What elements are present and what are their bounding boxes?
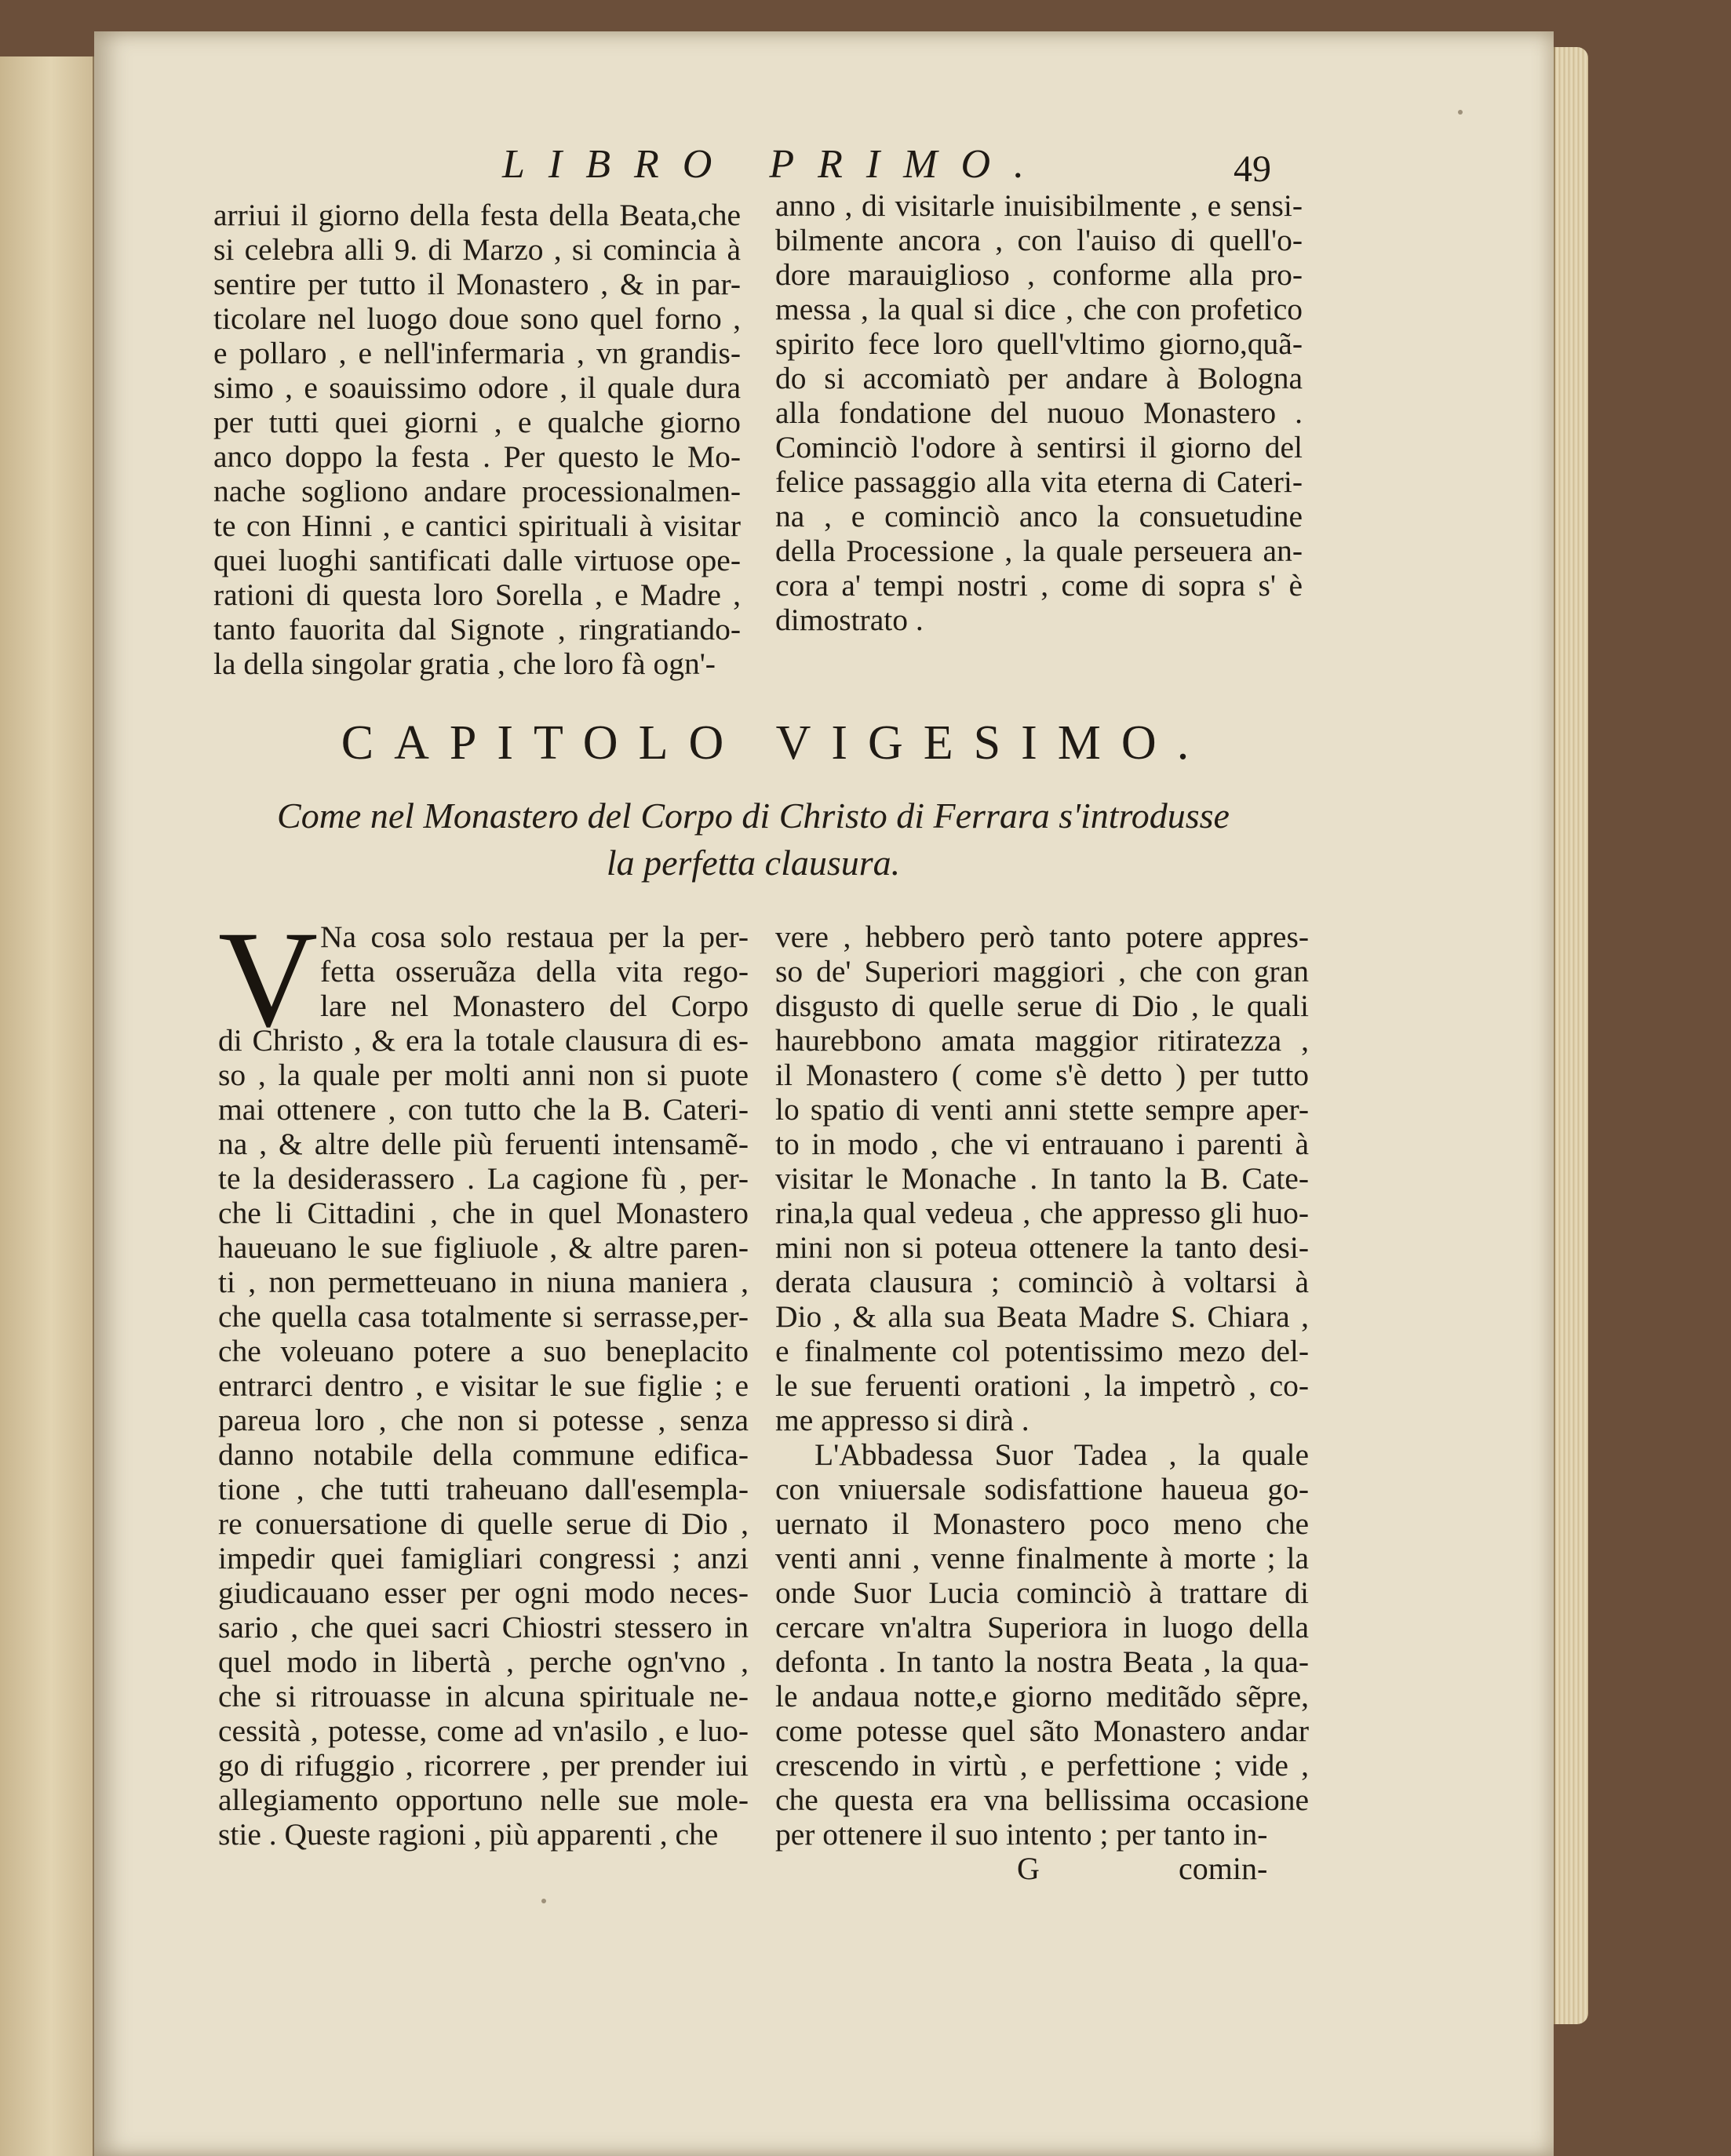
- text-line: visitar le Monache . In tanto la B. Cate-: [775, 1161, 1309, 1196]
- text-line: rina,la qual vedeua , che appresso gli huo-: [775, 1196, 1309, 1230]
- running-head: LIBRO PRIMO.: [502, 142, 1048, 187]
- text-line: na , & altre delle più feruenti intensamẽ-: [218, 1127, 749, 1161]
- text-line: tanto fauorita dal Signote , ringratiando-: [213, 612, 741, 646]
- text-line: so de' Superiori maggiori , che con gran: [775, 954, 1309, 989]
- text-line: il Monastero ( come s'è detto ) per tutto: [775, 1058, 1309, 1092]
- text-line: quei luoghi santificati dalle virtuose ope-: [213, 543, 741, 577]
- text-line: e finalmente col potentissimo mezo del-: [775, 1334, 1309, 1368]
- text-line: uernato il Monastero poco meno che: [775, 1506, 1309, 1541]
- text-line: che questa era vna bellissima occasione: [775, 1783, 1309, 1817]
- text-line: defonta . In tanto la nostra Beata , la qua-: [775, 1644, 1309, 1679]
- text-line: per tutti quei giorni , e qualche giorno: [213, 405, 741, 439]
- paper-speck: [541, 1899, 546, 1903]
- left-page-edge: [0, 56, 95, 2156]
- text-line: cercare vn'altra Superiora in luogo della: [775, 1610, 1309, 1644]
- text-line: e pollaro , e nell'infermaria , vn grandis-: [213, 336, 741, 370]
- drop-cap: V: [218, 903, 319, 1056]
- text-line: te la desiderassero . La cagione fù , per-: [218, 1161, 749, 1196]
- text-line: crescendo in virtù , e perfettione ; vide ,: [775, 1748, 1309, 1783]
- text-line: na , e cominciò anco la consuetudine: [775, 499, 1303, 534]
- text-line: danno notabile della commune edifica-: [218, 1437, 749, 1472]
- text-line: venti anni , venne finalmente à morte ; la: [775, 1541, 1309, 1575]
- text-line: go di rifuggio , ricorrere , per prender iui: [218, 1748, 749, 1783]
- text-line: di Christo , & era la totale clausura di es-: [218, 1023, 749, 1058]
- text-line: si celebra alli 9. di Marzo , si comincia à: [213, 232, 741, 267]
- text-line: nache sogliono andare processionalmen-: [213, 474, 741, 508]
- text-line: lo spatio di venti anni stette sempre aper-: [775, 1092, 1309, 1127]
- subtitle-line-2: la perfetta clausura.: [606, 843, 901, 883]
- paper-speck: [1458, 110, 1463, 115]
- text-line: sentire per tutto il Monastero , & in par-: [213, 267, 741, 301]
- top-right-column: [775, 188, 1303, 637]
- text-line: che quella casa totalmente si serrasse,per-: [218, 1299, 749, 1334]
- subtitle-line-1: Come nel Monastero del Corpo di Christo di Ferrara s'introdusse: [277, 796, 1230, 836]
- text-line: sario , che quei sacri Chiostri stessero in: [218, 1610, 749, 1644]
- text-line: L'Abbadessa Suor Tadea , la quale: [814, 1437, 1309, 1472]
- text-line: so , la quale per molti anni non si puote: [218, 1058, 749, 1092]
- text-line: stie . Queste ragioni , più apparenti , che: [218, 1817, 719, 1852]
- text-line: pareua loro , che non si potesse , senza: [218, 1403, 749, 1437]
- text-line: che li Cittadini , che in quel Monastero: [218, 1196, 749, 1230]
- text-line: bilmente ancora , con l'auiso di quell'o-: [775, 223, 1303, 257]
- text-line: che voleuano potere a suo beneplacito: [218, 1334, 749, 1368]
- text-line: la della singolar gratia , che loro fà ogn'-: [213, 646, 716, 681]
- text-line: re conuersatione di quelle serue di Dio ,: [218, 1506, 749, 1541]
- text-line: Na cosa solo restaua per la per-: [320, 920, 749, 954]
- text-line: haurebbono amata maggior ritiratezza ,: [775, 1023, 1309, 1058]
- text-line: derata clausura ; cominciò à voltarsi à: [775, 1265, 1309, 1299]
- text-line: le sue feruenti orationi , la impetrò , co-: [775, 1368, 1309, 1403]
- text-line: vere , hebbero però tanto potere appres-: [775, 920, 1309, 954]
- text-line: fetta osseruãza della vita rego-: [320, 954, 749, 989]
- catchword: comin-: [1179, 1851, 1268, 1886]
- text-line: spirito fece loro quell'vltimo giorno,quã-: [775, 326, 1303, 361]
- text-line: anco doppo la festa . Per questo le Mo-: [213, 439, 741, 474]
- text-line: alla fondatione del nuouo Monastero .: [775, 395, 1303, 430]
- text-line: della Processione , la quale perseuera an-: [775, 534, 1303, 568]
- text-line: te con Hinni , e cantici spirituali à visitar: [213, 508, 741, 543]
- text-line: messa , la qual si dice , che con profetico: [775, 292, 1303, 326]
- text-line: to in modo , che vi entrauano i parenti à: [775, 1127, 1309, 1161]
- text-line: me appresso si dirà .: [775, 1403, 1029, 1437]
- text-line: simo , e soauissimo odore , il quale dura: [213, 370, 741, 405]
- text-line: dore marauiglioso , conforme alla pro-: [775, 257, 1303, 292]
- bottom-left-column: [218, 903, 749, 1852]
- text-line: quel modo in libertà , perche ogn'vno ,: [218, 1644, 749, 1679]
- text-line: che si ritrouasse in alcuna spirituale ne-: [218, 1679, 749, 1714]
- text-line: ticolare nel luogo doue sono quel forno ,: [213, 301, 741, 336]
- text-line: giudicauano esser per ogni modo neces-: [218, 1575, 749, 1610]
- text-line: con vniuersale sodisfattione haueua go-: [775, 1472, 1309, 1506]
- text-line: Dio , & alla sua Beata Madre S. Chiara ,: [775, 1299, 1309, 1334]
- text-line: haueuano le sue figliuole , & altre paren-: [218, 1230, 749, 1265]
- page-fore-edge: [1554, 47, 1588, 2024]
- top-left-column: [213, 198, 741, 681]
- text-line: impedir quei famigliari congressi ; anzi: [218, 1541, 749, 1575]
- text-line: felice passaggio alla vita eterna di Cateri-: [775, 464, 1303, 499]
- gathering-signature: G: [1017, 1851, 1040, 1886]
- text-line: lare nel Monastero del Corpo: [320, 989, 749, 1023]
- text-line: cessità , potesse, come ad vn'asilo , e luo-: [218, 1714, 749, 1748]
- bottom-left-body: [218, 1023, 749, 1852]
- text-line: dimostrato .: [775, 603, 924, 637]
- page-number: 49: [1234, 148, 1271, 190]
- text-line: do si accomiatò per andare à Bologna: [775, 361, 1303, 395]
- text-line: Cominciò l'odore à sentirsi il giorno del: [775, 430, 1303, 464]
- text-line: allegiamento opportuno nelle sue mole-: [218, 1783, 749, 1817]
- chapter-title: CAPITOLO VIGESIMO.: [341, 716, 1210, 770]
- text-line: entrarci dentro , e visitar le sue figlie ; e: [218, 1368, 749, 1403]
- text-line: anno , di visitarle inuisibilmente , e sensi-: [775, 188, 1303, 223]
- text-line: arriui il giorno della festa della Beata,che: [213, 198, 741, 232]
- text-line: ti , non permetteuano in niuna maniera ,: [218, 1265, 749, 1299]
- text-line: per ottenere il suo intento ; per tanto in-: [775, 1817, 1268, 1852]
- text-line: cora a' tempi nostri , come di sopra s' è: [775, 568, 1303, 603]
- text-line: mai ottenere , con tutto che la B. Cateri-: [218, 1092, 749, 1127]
- chapter-subtitle: [196, 792, 1310, 887]
- text-line: disgusto di quelle serue di Dio , le quali: [775, 989, 1309, 1023]
- bottom-right-column: [775, 920, 1309, 1852]
- text-line: tione , che tutti traheuano dall'esempla-: [218, 1472, 749, 1506]
- text-line: come potesse quel sãto Monastero andar: [775, 1714, 1309, 1748]
- text-line: onde Suor Lucia cominciò à trattare di: [775, 1575, 1309, 1610]
- text-line: mini non si poteua ottenere la tanto desi-: [775, 1230, 1309, 1265]
- text-line: le andaua notte,e giorno meditãdo sẽpre,: [775, 1679, 1309, 1714]
- text-line: rationi di questa loro Sorella , e Madre ,: [213, 577, 741, 612]
